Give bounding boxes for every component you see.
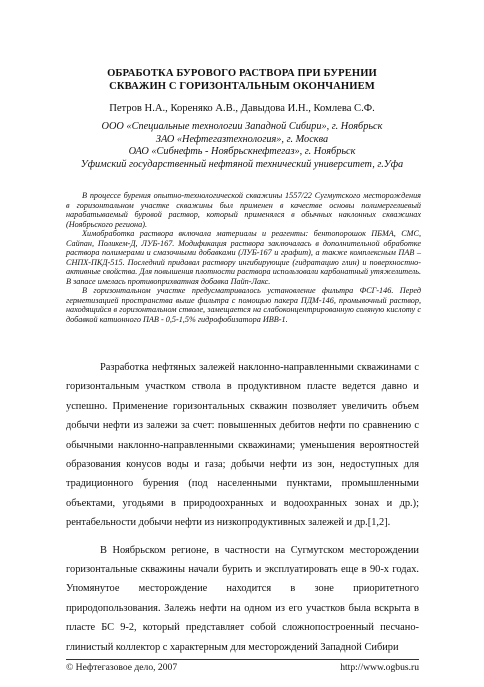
- footer-divider: [66, 659, 419, 660]
- body-paragraph: В Ноябрьском регионе, в частности на Сугмутском месторождении горизонтальные скважины начали бурить и эксплуатировать еще в 90-х годах. Упомянутое месторождение находится в зоне приоритетного природопользования. Залежь нефти на одном из его участков была вскрыта в пласте БС 9-2, который представляет собой сложнопостроенный песчано-глинистый коллектор с характерным для месторождений Западной Сибири: [66, 544, 419, 653]
- affiliation: ЗАО «Нефтегазтехнология», г. Москва: [155, 133, 329, 145]
- affiliation: Уфимский государственный нефтяной технический университет, г.Уфа: [80, 158, 404, 170]
- affiliations: [40, 121, 444, 171]
- abstract-paragraph: В процессе бурения опытно-технологической скважины 1557/22 Сугмутского месторождения в горизонтальном участке скважины был применен в качестве основы полимергелиевый нарабатываемый буровой раствор, который применялся в обычных наклонных скважинах (Ноябрьского региона).: [66, 191, 421, 229]
- abstract-paragraph: Химобработка раствора включала материалы и реагенты: бентопорошок ПБМА, СМС, Сайпан, Поликем-Д, ЛУБ-167. Модификация раствора заключалась в дополнительной обработке раствора полимерами и смазочными добавками (ЛУБ-167 и графит), а также комплексным ПАВ – СНПХ-ПКД-515. Последний придавал раствору ингибирующие (гидратацию глин) и поверхностно-активные свойства. Для повышения плотности раствора использовали карбонатный утяжелитель. В запасе имелась противоприхватная добавка Пайп-Лакс.: [66, 229, 421, 286]
- footer-copyright: © Нефтегазовое дело, 2007: [66, 662, 178, 673]
- title-line-2: СКВАЖИН С ГОРИЗОНТАЛЬНЫМ ОКОНЧАНИЕМ: [109, 81, 375, 92]
- abstract-paragraph: В горизонтальном участке предусматривалось установление фильтра ФСГ-146. Перед герметизацией пространства выше фильтра с помощью пакера ПДМ-146, промывочный раствор, находящийся в горизонтальном стволе, замещается на слабоконцентрированную соляную кислоту с добавкой катионного ПАВ - 0,5-1,5% гидрофобизатора ИВВ-1.: [66, 286, 421, 324]
- affiliation: ООО «Специальные технологии Западной Сибири», г. Ноябрьск: [101, 121, 383, 132]
- abstract: [66, 191, 421, 324]
- body-paragraph: Разработка нефтяных залежей наклонно-направленными скважинами с горизонтальным участком ствола в продуктивном пласте ведется давно и успешно. Применение горизонтальных скважин позволяет увеличить объем добычи нефти из залежи за счет: повышенных дебитов нефти по сравнению с обычными наклонно-направленными скважинами; уменьшения вероятностей образования конусов воды и газа; добычи нефти из зон, недоступных для традиционного бурения (под населенными пунктами, промышленными объектами, угодьями в природоохранных и водоохранных зонах и др.); рентабельности добычи нефти из низкопродуктивных залежей и др.[1,2].: [66, 362, 419, 529]
- body-text: [66, 358, 419, 657]
- authors-line: Петров Н.А., Кореняко А.В., Давыдова И.Н., Комлева С.Ф.: [109, 103, 375, 114]
- title-line-1: ОБРАБОТКА БУРОВОГО РАСТВОРА ПРИ БУРЕНИИ: [107, 68, 377, 79]
- footer-url[interactable]: http://www.ogbus.ru: [340, 662, 419, 673]
- affiliation: ОАО «Сибнефть - Ноябрьскнефтегаз», г. Ноябрьск: [128, 146, 356, 158]
- paper-title: [60, 67, 424, 93]
